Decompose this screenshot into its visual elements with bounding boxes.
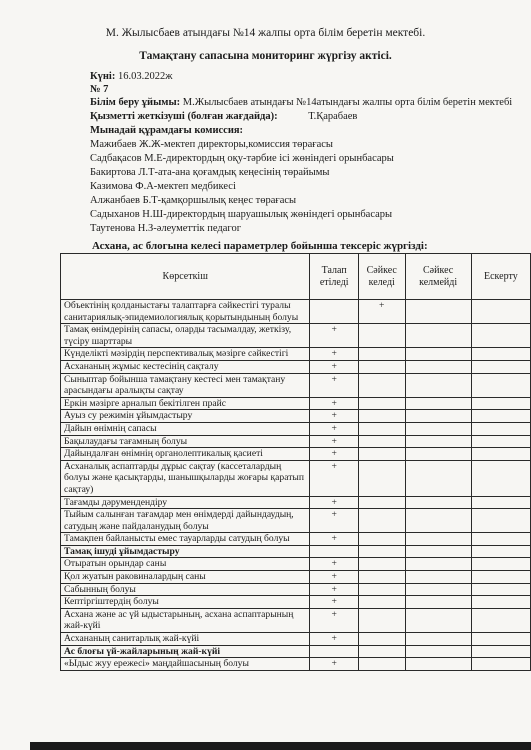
table-row: [61, 608, 531, 632]
required-cell: +: [310, 583, 358, 596]
table-row: [61, 360, 531, 373]
inspection-table: [60, 253, 531, 671]
table-row: [61, 410, 531, 423]
indicator-cell: Дайындалған өнімнің органолептикалық қасиеті: [61, 448, 310, 461]
table-section-row: [61, 645, 531, 658]
compliant-cell: [358, 658, 405, 671]
required-cell: [310, 645, 358, 658]
indicator-cell: Сабынның болуы: [61, 583, 310, 596]
noncompliant-cell: [405, 645, 471, 658]
compliant-cell: [358, 545, 405, 558]
member-item: Садыханов Н.Ш-директордың шаруашылық жөніндегі орынбасары: [90, 209, 393, 220]
indicator-cell: Дайын өнімнің сапасы: [61, 422, 310, 435]
compliant-cell: [358, 422, 405, 435]
table-row: [61, 658, 531, 671]
note-cell: [471, 633, 530, 646]
noncompliant-cell: [405, 558, 471, 571]
indicator-cell: Күнделікті мәзірдің перспективалық мәзірге сәйкестігі: [61, 348, 310, 361]
noncompliant-cell: [405, 545, 471, 558]
table-header-row: [61, 254, 531, 300]
noncompliant-cell: [405, 373, 471, 397]
compliant-cell: [358, 397, 405, 410]
table-row: [61, 633, 531, 646]
indicator-cell: Бақылаудағы тағамның болуы: [61, 435, 310, 448]
indicator-cell: Ауыз су режимін ұйымдастыру: [61, 410, 310, 423]
required-cell: +: [310, 410, 358, 423]
noncompliant-cell: [405, 324, 471, 348]
indicator-cell: Тамақ ішуді ұйымдастыру: [61, 545, 310, 558]
member-item: Мажибаев Ж.Ж-мектеп директоры,комиссия төрағасы: [90, 139, 333, 150]
noncompliant-cell: [405, 422, 471, 435]
note-cell: [471, 496, 530, 509]
provider-label: Қызметті жеткізуші (болған жағдайда):: [90, 111, 278, 122]
indicator-cell: Асханалық аспаптарды дұрыс сақтау (кассеталардың болуы және қасықтарды, шанышқыларды жоғары қаратып сақтау): [61, 460, 310, 496]
act-title: Тамақтану сапасына мониторинг жүргізу актісі.: [139, 50, 392, 62]
noncompliant-cell: [405, 410, 471, 423]
table-row: [61, 300, 531, 324]
noncompliant-cell: [405, 496, 471, 509]
indicator-cell: Отыратын орындар саны: [61, 558, 310, 571]
compliant-cell: [358, 348, 405, 361]
member-item: Казимова Ф.А-мектеп медбикесі: [90, 181, 236, 192]
indicator-cell: Кептіргіштердің болуы: [61, 596, 310, 609]
noncompliant-cell: [405, 571, 471, 584]
required-cell: +: [310, 422, 358, 435]
compliant-cell: [358, 558, 405, 571]
table-row: [61, 596, 531, 609]
compliant-cell: [358, 608, 405, 632]
school-name: М. Жылысбаев атындағы №14 жалпы орта білім беретін мектебі.: [105, 27, 426, 39]
indicator-cell: «Ыдыс жуу ережесі» маңдайшасының болуы: [61, 658, 310, 671]
required-cell: +: [310, 496, 358, 509]
compliant-cell: [358, 410, 405, 423]
date-value: 16.03.2022ж: [117, 71, 173, 82]
required-cell: +: [310, 324, 358, 348]
table-body: [61, 300, 531, 671]
compliant-cell: [358, 448, 405, 461]
note-cell: [471, 422, 530, 435]
note-cell: [471, 596, 530, 609]
required-cell: +: [310, 448, 358, 461]
table-row: [61, 583, 531, 596]
noncompliant-cell: [405, 608, 471, 632]
compliant-cell: [358, 583, 405, 596]
compliant-cell: +: [358, 300, 405, 324]
compliant-cell: [358, 509, 405, 533]
indicator-cell: Тағамды дәрумендендіру: [61, 496, 310, 509]
note-cell: [471, 658, 530, 671]
noncompliant-cell: [405, 509, 471, 533]
note-cell: [471, 324, 530, 348]
compliant-cell: [358, 373, 405, 397]
table-row: [61, 422, 531, 435]
note-cell: [471, 509, 530, 533]
required-cell: +: [310, 435, 358, 448]
indicator-cell: Асхананың санитарлық жай-күйі: [61, 633, 310, 646]
note-cell: [471, 558, 530, 571]
required-cell: +: [310, 360, 358, 373]
member-item: Бакиртова Л.Т-ата-ана қоғамдық кеңесінің төрайымы: [90, 167, 330, 178]
compliant-cell: [358, 571, 405, 584]
header-required: Талап етіледі: [310, 254, 358, 300]
indicator-cell: Асхана және ас үй ыдыстарының, асхана аспаптарының жай-күйі: [61, 608, 310, 632]
note-cell: [471, 645, 530, 658]
noncompliant-cell: [405, 348, 471, 361]
table-row: [61, 324, 531, 348]
header-noncompliant: Сәйкес келмейді: [405, 254, 471, 300]
indicator-cell: Қол жуатын раковиналардың саны: [61, 571, 310, 584]
noncompliant-cell: [405, 596, 471, 609]
table-row: [61, 509, 531, 533]
table-row: [61, 558, 531, 571]
scan-shadow: [30, 742, 531, 750]
commission-label: Мынадай құрамдағы комиссия:: [90, 125, 244, 136]
noncompliant-cell: [405, 397, 471, 410]
compliant-cell: [358, 496, 405, 509]
required-cell: +: [310, 460, 358, 496]
indicator-cell: Еркін мәзірге арналып бекітілген прайс: [61, 397, 310, 410]
indicator-cell: Тамақ өнімдерінің сапасы, оларды тасымалдау, жеткізу, түсіру шарттары: [61, 324, 310, 348]
note-cell: [471, 373, 530, 397]
required-cell: +: [310, 608, 358, 632]
table-row: [61, 448, 531, 461]
indicator-cell: Сыныптар бойынша тамақтану кестесі мен тамақтану арасындағы аралықты сақтау: [61, 373, 310, 397]
member-item: Таутенова Н.З-әлеуметтік педагог: [90, 223, 241, 234]
required-cell: +: [310, 596, 358, 609]
required-cell: +: [310, 373, 358, 397]
note-cell: [471, 545, 530, 558]
noncompliant-cell: [405, 583, 471, 596]
compliant-cell: [358, 596, 405, 609]
provider-line: [90, 111, 357, 122]
header-indicator: Көрсеткіш: [61, 254, 310, 300]
table-row: [61, 533, 531, 546]
note-cell: [471, 448, 530, 461]
compliant-cell: [358, 460, 405, 496]
compliant-cell: [358, 533, 405, 546]
noncompliant-cell: [405, 435, 471, 448]
indicator-cell: Асхананың жұмыс кестесінің сақталу: [61, 360, 310, 373]
compliant-cell: [358, 633, 405, 646]
required-cell: +: [310, 633, 358, 646]
required-cell: +: [310, 558, 358, 571]
required-cell: +: [310, 397, 358, 410]
table-row: [61, 460, 531, 496]
header-compliant: Сәйкес келеді: [358, 254, 405, 300]
org-label: Білім беру ұйымы:: [90, 97, 181, 108]
noncompliant-cell: [405, 533, 471, 546]
indicator-cell: Ас блоғы үй-жайларының жай-күйі: [61, 645, 310, 658]
indicator-cell: Тамақпен байланысты емес тауарларды сатудың болуы: [61, 533, 310, 546]
note-cell: [471, 348, 530, 361]
table-row: [61, 397, 531, 410]
note-cell: [471, 608, 530, 632]
table-row: [61, 373, 531, 397]
noncompliant-cell: [405, 448, 471, 461]
compliant-cell: [358, 435, 405, 448]
noncompliant-cell: [405, 300, 471, 324]
date-label: Күні:: [90, 71, 116, 82]
note-cell: [471, 533, 530, 546]
compliant-cell: [358, 324, 405, 348]
note-cell: [471, 410, 530, 423]
note-cell: [471, 360, 530, 373]
required-cell: +: [310, 509, 358, 533]
note-cell: [471, 583, 530, 596]
date-line: [90, 71, 172, 82]
note-cell: [471, 571, 530, 584]
required-cell: +: [310, 348, 358, 361]
indicator-cell: Объектінің қолданыстағы талаптарға сәйкестігі туралы санитариялық-эпидемиологиялық қорытындының болуы: [61, 300, 310, 324]
compliant-cell: [358, 645, 405, 658]
indicator-cell: Тыйым салынған тағамдар мен өнімдерді дайындаудың, сатудың және пайдаланудың болуы: [61, 509, 310, 533]
table-row: [61, 348, 531, 361]
act-number: № 7: [90, 84, 109, 95]
required-cell: [310, 545, 358, 558]
member-item: Садбақасов М.Е-директордың оқу-тәрбие ісі жөніндегі орынбасары: [90, 153, 394, 164]
table-row: [61, 435, 531, 448]
noncompliant-cell: [405, 633, 471, 646]
table-row: [61, 496, 531, 509]
required-cell: +: [310, 533, 358, 546]
note-cell: [471, 460, 530, 496]
org-line: [90, 97, 512, 108]
required-cell: +: [310, 571, 358, 584]
provider-value: Т.Қарабаев: [308, 111, 358, 122]
table-section-row: [61, 545, 531, 558]
noncompliant-cell: [405, 360, 471, 373]
member-item: Алжанбаев Б.Т-қамқоршылық кеңес төрағасы: [90, 195, 297, 206]
note-cell: [471, 435, 530, 448]
required-cell: [310, 300, 358, 324]
required-cell: +: [310, 658, 358, 671]
note-cell: [471, 397, 530, 410]
header-note: Ескерту: [471, 254, 530, 300]
inspection-title: Асхана, ас блогына келесі параметрлер бойынша тексеріс жүргізді:: [92, 240, 428, 252]
note-cell: [471, 300, 530, 324]
compliant-cell: [358, 360, 405, 373]
noncompliant-cell: [405, 658, 471, 671]
noncompliant-cell: [405, 460, 471, 496]
table-row: [61, 571, 531, 584]
org-value: М.Жылысбаев атындағы №14атындағы жалпы орта білім беретін мектебі: [182, 97, 513, 108]
